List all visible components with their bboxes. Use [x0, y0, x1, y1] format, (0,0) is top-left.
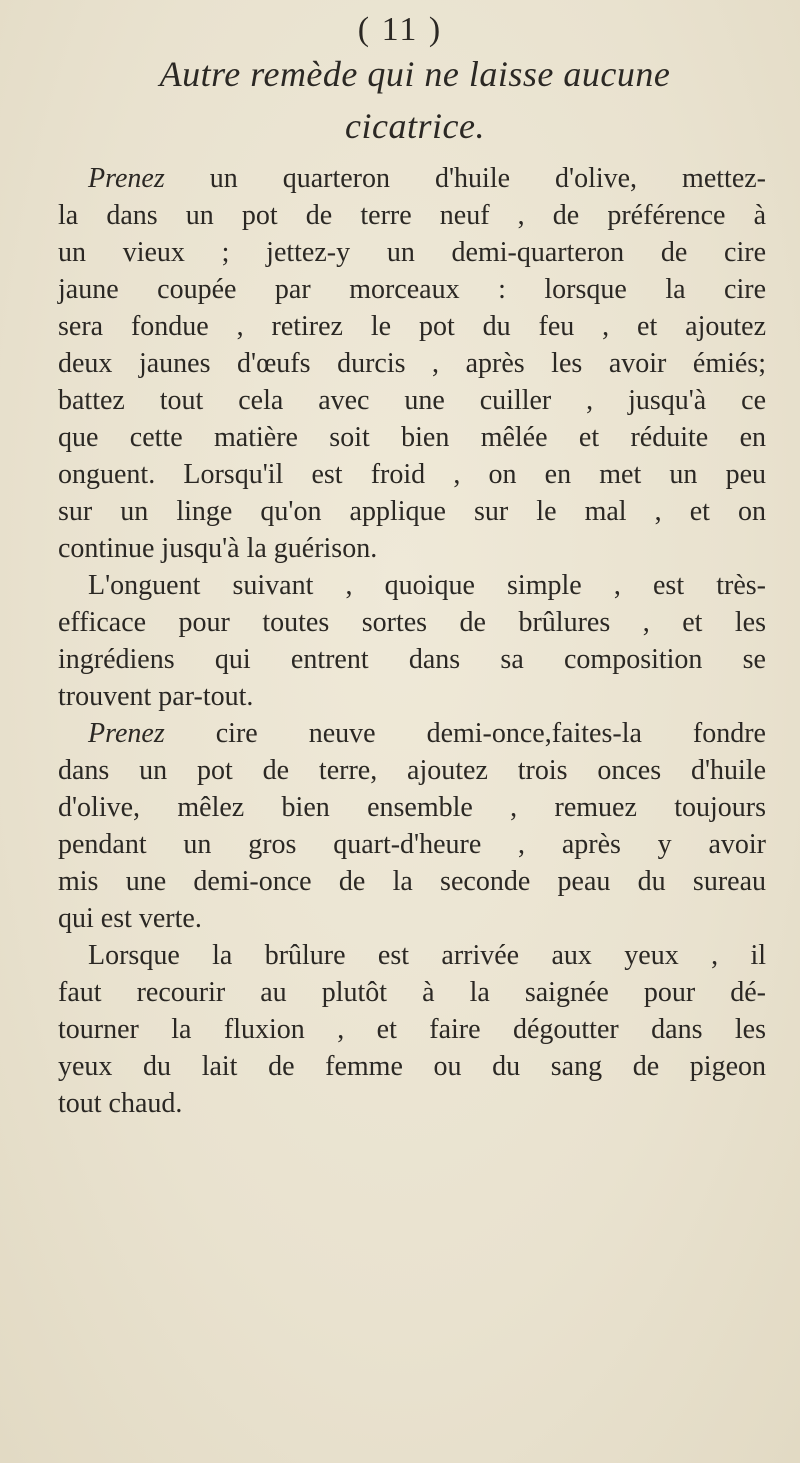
text-line: ingrédiens qui entrent dans sa composition se — [58, 644, 766, 675]
page-body — [58, 160, 766, 1122]
text-line: d'olive, mêlez bien ensemble , remuez toujours — [58, 792, 766, 823]
text-line: dans un pot de terre, ajoutez trois onces d'huile — [58, 755, 766, 786]
text-line: tout chaud. — [58, 1088, 183, 1119]
text-line: deux jaunes d'œufs durcis , après les avoir émiés; — [58, 348, 766, 379]
text-line: trouvent par-tout. — [58, 681, 254, 712]
text-line: faut recourir au plutôt à la saignée pour dé- — [58, 977, 766, 1008]
text-line: jaune coupée par morceaux : lorsque la cire — [58, 274, 766, 305]
text-line: sera fondue , retirez le pot du feu , et ajoutez — [58, 311, 766, 342]
paragraph-3 — [58, 715, 766, 937]
text-line: un vieux ; jettez-y un demi-quarteron de cire — [58, 237, 766, 268]
text-line: la dans un pot de terre neuf , de préférence à — [58, 200, 766, 231]
line-text: cire neuve demi-once,faites-la fondre — [164, 718, 766, 749]
paragraph-4 — [58, 937, 766, 1122]
text-line: battez tout cela avec une cuiller , jusqu'à ce — [58, 385, 766, 416]
text-line: yeux du lait de femme ou du sang de pigeon — [58, 1051, 766, 1082]
text-line: Lorsque la brûlure est arrivée aux yeux , il — [88, 940, 766, 971]
text-line: onguent. Lorsqu'il est froid , on en met un peu — [58, 459, 766, 490]
text-line: sur un linge qu'on applique sur le mal , et on — [58, 496, 766, 527]
text-line — [58, 160, 766, 197]
text-line: qui est verte. — [58, 903, 202, 934]
text-line: L'onguent suivant , quoique simple , est très- — [88, 570, 766, 601]
lead-word: Prenez — [88, 718, 165, 749]
text-line: pendant un gros quart-d'heure , après y avoir — [58, 829, 766, 860]
text-line: mis une demi-once de la seconde peau du sureau — [58, 866, 766, 897]
lead-word: Prenez — [88, 163, 165, 194]
section-title-line-2: cicatrice. — [345, 106, 485, 146]
text-line: continue jusqu'à la guérison. — [58, 533, 378, 564]
text-line — [58, 715, 766, 752]
section-title-line-1: Autre remède qui ne laisse aucune — [159, 54, 671, 94]
line-text: un quarteron d'huile d'olive, mettez- — [164, 163, 766, 194]
text-line: efficace pour toutes sortes de brûlures , et les — [58, 607, 766, 638]
text-line: tourner la fluxion , et faire dégoutter dans les — [58, 1014, 766, 1045]
paragraph-1 — [58, 160, 766, 567]
paragraph-2 — [58, 567, 766, 715]
page-number: ( 11 ) — [357, 11, 443, 48]
text-line: que cette matière soit bien mêlée et réduite en — [58, 422, 766, 453]
section-title — [70, 48, 760, 152]
